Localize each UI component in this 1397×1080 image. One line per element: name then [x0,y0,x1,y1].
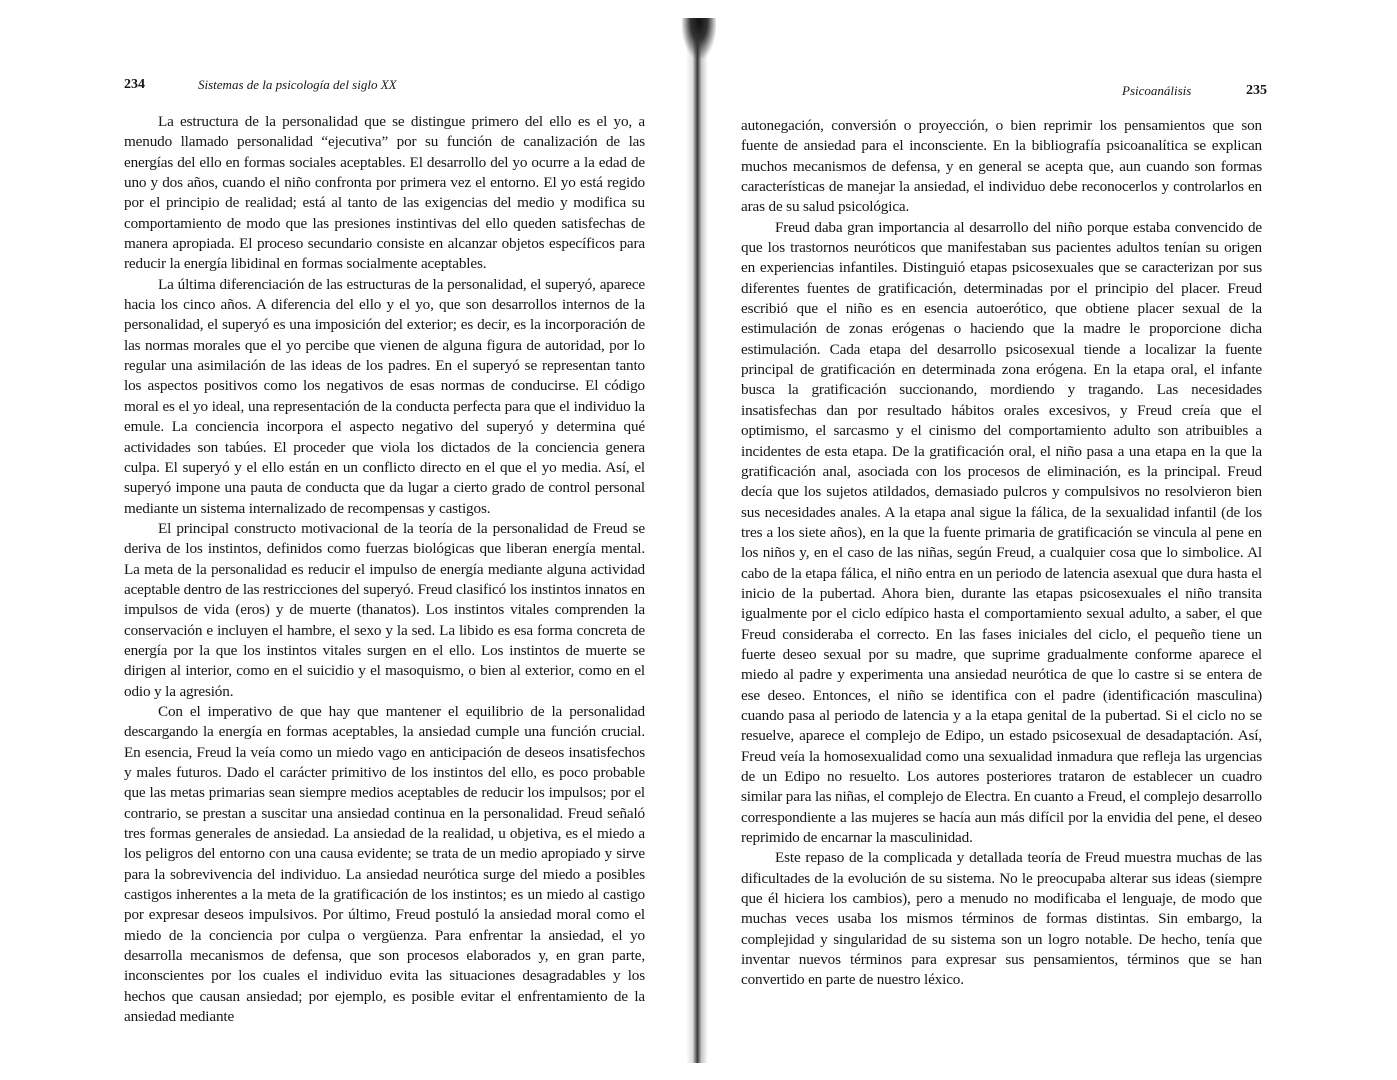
right-paragraph-3: Este repaso de la complicada y detallada teoría de Freud muestra muchas de las dificultades de la evolución de su sistema. No le preocupaba alterar sus ideas (siempre que él hiciera los cambios), pero a menudo no modificaba el lenguaje, de modo que muchas veces usaba los mismos términos de formas distintas. Sin embargo, la complejidad y singularidad de su sistema son un logro notable. De hecho, tenía que inventar nuevos términos para expresar sus pensamientos, términos que se han convertido en parte de nuestro léxico. [741,849,1262,989]
left-paragraph-3: El principal constructo motivacional de la teoría de la personalidad de Freud se deriva de los instintos, definidos como fuerzas biológicas que liberan energía mental. La meta de la personalidad es reducir el impulso de energía mediante alguna actividad aceptable dentro de las restricciones del superyó. Freud clasificó los instintos innatos en impulsos de vida (eros) y de muerte (thanatos). Los instintos vitales comprenden la conservación e incluyen el hambre, el sexo y la sed. La libido es esa forma concreta de energía por la que los instintos vitales surgen en el ello. Los instintos de muerte se dirigen al interior, como en el suicidio y el masoquismo, o bien al exterior, como en el odio y la agresión. [124,519,645,700]
right-paragraph-1: autonegación, conversión o proyección, o bien reprimir los pensamientos que son fuente de ansiedad para el inconsciente. En la bibliografía psicoanalítica se explican muchos mecanismos de defensa, y en general se acepta que, aun cuando son formas características de manejar la ansiedad, el individuo debe reconocerlos y controlarlos en aras de su salud psicológica. [741,117,1262,216]
left-page-number: 234 [124,77,145,92]
right-running-head [1122,80,1272,102]
right-paragraph-2: Freud daba gran importancia al desarrollo del niño porque estaba convencido de que los trastornos neuróticos que manifestaban sus pacientes adultos tenían su origen en experiencias infantiles. Distinguió etapas psicosexuales que se caracterizan por sus diferentes fuentes de gratificación, determinadas por el principio del placer. Freud escribió que el niño es en esencia autoerótico, que obtiene placer sexual de la estimulación de zonas erógenas o haciendo que la madre le proporcione dicha estimulación. Cada etapa del desarrollo psicosexual tiende a localizar la fuente principal de gratificación en determinada zona erógena. En la etapa oral, el infante busca la gratificación succionando, mordiendo y tragando. Las necesidades insatisfechas dan por resultado hábitos orales excesivos, y Freud creía que el optimismo, el sarcasmo y el cinismo del comportamiento adulto son atribuibles a incidentes de esta etapa. De la gratificación oral, el niño pasa a una etapa en la que la gratificación anal, asociada con los procesos de eliminación, es la principal. Freud decía que los sujetos atildados, demasiado pulcros y compulsivos no resolvieron bien sus necesidades anales. A la etapa anal sigue la fálica, de la sexualidad infantil (de los tres a los siete años), en la que la fuente primaria de gratificación se vincula al pene en los niños y, en el caso de las niñas, según Freud, a cualquier cosa que lo simbolice. Al cabo de la etapa fálica, el niño entra en un periodo de latencia asexual que dura hasta el inicio de la pubertad. Ahora bien, durante las etapas psicosexuales el niño transita igualmente por el ciclo edípico hasta el comportamiento sexual adulto, a saber, el que Freud consideraba el correcto. En las fases iniciales del ciclo, el pequeño tiene un fuerte deseo sexual por su madre, que suprime gradualmente conforme aparece el miedo al padre y experimenta una ansiedad neurótica de que lo castre si se entera de ese deseo. Entonces, el niño se identifica con el padre (identificación masculina) cuando pasa al periodo de latencia y a la etapa genital de la pubertad. Si el ciclo no se resuelve, aparece el complejo de Edipo, un estado psicosexual de desadaptación. Así, Freud veía la homosexualidad como una sexualidad inmadura que refleja las urgencias de un Edipo no resuelto. Los autores posteriores trataron de establecer un cuadro similar para las niñas, el complejo de Electra. En cuanto a Freud, el complejo desarrollo correspondiente a las mujeres se hacía aun más difícil por la envidia del pene, el deseo reprimido de encarnar la masculinidad. [741,218,1262,847]
left-running-title: Sistemas de la psicología del siglo XX [198,77,397,92]
left-body-text [124,112,645,1027]
left-paragraph-2: La última diferenciación de las estructuras de la personalidad, el superyó, aparece hacia los cinco años. A diferencia del ello y el yo, que son desarrollos internos de la personalidad, el superyó es una imposición del exterior; es decir, es la incorporación de las normas morales que el yo percibe que vienen de alguna figura de autoridad, por lo regular una asimilación de las ideas de los padres. En el superyó se representan tanto los aspectos positivos como los negativos de esas normas de conducirse. El código moral es el yo ideal, una representación de la conducta perfecta para que el individuo la emule. La conciencia incorpora el aspecto negativo del superyó y determina qué actividades son tabúes. El proceder que viola los dictados de la conciencia genera culpa. El superyó y el ello están en un conflicto directo en el que el yo media. Así, el superyó impone una pauta de conducta que da lugar a cierto grado de control personal mediante un sistema internalizado de recompensas y castigos. [124,275,645,517]
right-body-text [741,116,1262,991]
left-paragraph-1: La estructura de la personalidad que se distingue primero del ello es el yo, a menudo llamado personalidad “ejecutiva” por su función de canalización de las energías del ello en formas sociales aceptables. El desarrollo del yo ocurre a la edad de uno y dos años, cuando el niño confronta por primera vez el entorno. El yo está regido por el principio de realidad; está al tanto de las exigencias del medio y modifica su comportamiento de modo que las presiones instintivas del ello queden satisfechas de manera apropiada. El proceso secundario consiste en alcanzar objetos específicos para reducir la energía libidinal en formas socialmente aceptables. [124,113,645,273]
left-paragraph-4: Con el imperativo de que hay que mantener el equilibrio de la personalidad descargando la energía en formas aceptables, la ansiedad cumple una función crucial. En esencia, Freud la veía como un miedo vago en anticipación de deseos insatisfechos y males futuros. Dado el carácter primitivo de los instintos del ello, es poco probable que las metas primarias sean siempre medios aceptables de reducir los impulsos; por el contrario, se prestan a suscitar una ansiedad continua en la personalidad. Freud señaló tres formas generales de ansiedad. La ansiedad de la realidad, u objetiva, es el miedo a los peligros del entorno con una causa evidente; se trata de un medio apropiado y sirve para la sobrevivencia del individuo. La ansiedad neurótica surge del miedo a posibles castigos inherentes a la meta de la gratificación de los instintos; es un miedo al castigo por expresar deseos impulsivos. Por último, Freud postuló la ansiedad moral como el miedo de la conciencia por culpa o vergüenza. Para enfrentar la ansiedad, el yo desarrolla mecanismos de defensa, que son procesos elaborados y, en gran parte, inconscientes por los cuales el individuo evita las situaciones desagradables y los hechos que causan ansiedad; por ejemplo, es posible evitar el enfrentamiento de la ansiedad mediante [124,702,645,1026]
right-running-title: Psicoanálisis [1122,83,1192,98]
right-page-number: 235 [1246,83,1267,98]
left-page [0,0,690,1080]
left-running-head [124,74,644,96]
